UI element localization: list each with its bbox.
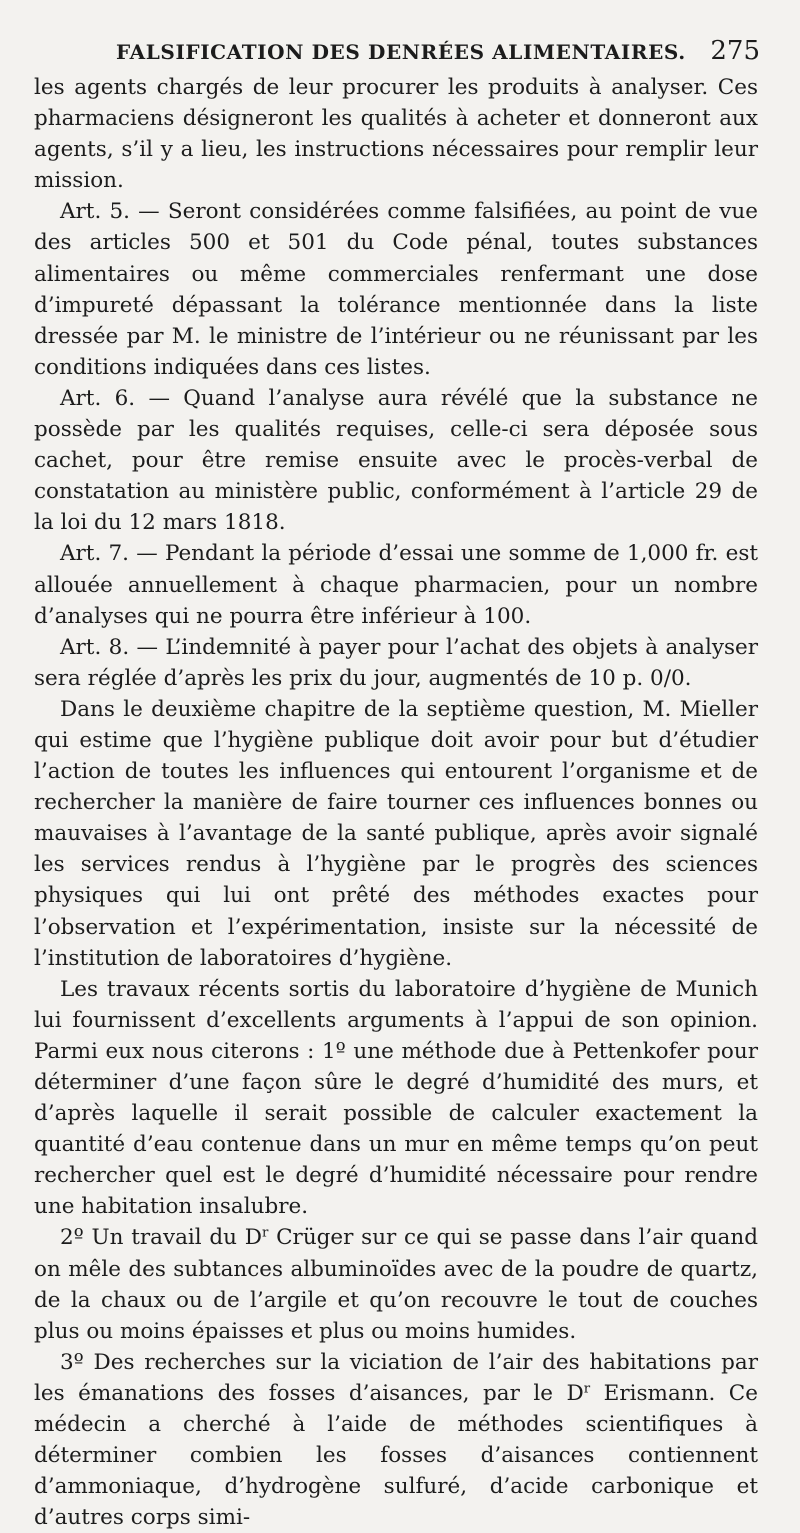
paragraph-item-2: [34, 1222, 758, 1346]
body-text: [34, 72, 758, 1533]
paragraph-article-7: Art. 7. — Pendant la période d’essai une somme de 1,000 fr. est allouée annuellement à chaque pharmacien, pour un nombre d’analyses qui ne pourra être inférieur à 100.: [34, 541, 758, 629]
item-2-rest: Crüger sur ce qui se passe dans l’air quand on mêle des subtances albuminoïdes avec de la poudre de quartz, de la chaux ou de l’argile et qu’on recouvre le tout de couches plus ou moins épaisses et plus ou moins humides.: [34, 1225, 758, 1344]
paragraph-continuation: les agents chargés de leur procurer les produits à analyser. Ces pharmaciens désigneront les qualités à acheter et donneront aux agents, s’il y a lieu, les instructions nécessaires pour remplir leur mission.: [34, 75, 758, 194]
paragraph-article-8: Art. 8. — L’indemnité à payer pour l’achat des objets à analyser sera réglée d’après les prix du jour, augmentés de 10 p. 0/0.: [34, 634, 758, 691]
paragraph-munich-works: Les travaux récents sortis du laboratoire d’hygiène de Munich lui fournissent d’excellents arguments à l’appui de son opinion. Parmi eux nous citerons : 1º une méthode due à Pettenkofer pour déterminer d’une façon sûre le degré d’humidité des murs, et d’après laquelle il serait possible de calculer exactement la quantité d’eau contenue dans un mur en même temps qu’on peut rechercher quel est le degré d’humidité nécessaire pour rendre une habitation insalubre.: [34, 976, 758, 1220]
running-title: FALSIFICATION DES DENRÉES ALIMENTAIRES.: [116, 40, 686, 64]
running-header: [34, 28, 758, 72]
item-2-superscript: r: [261, 1226, 269, 1242]
item-2-lead: 2º Un travail du D: [60, 1225, 262, 1251]
item-3-superscript: r: [583, 1381, 591, 1397]
paragraph-article-6: Art. 6. — Quand l’analyse aura révélé que la substance ne possède par les qualités requises, celle-ci sera déposée sous cachet, pour être remise ensuite avec le procès-verbal de constatation au ministère public, conformément à l’article 29 de la loi du 12 mars 1818.: [34, 385, 758, 536]
paragraph-mieller: Dans le deuxième chapitre de la septième question, M. Mieller qui estime que l’hygiène publique doit avoir pour but d’étudier l’action de toutes les influences qui entourent l’organisme et de rechercher la manière de faire tourner ces influences bonnes ou mauvaises à l’avantage de la santé publique, après avoir signalé les services rendus à l’hygiène par le progrès des sciences physiques qui lui ont prêté des méthodes exactes pour l’observation et l’expérimentation, insiste sur la nécessité de l’institution de laboratoires d’hygiène.: [34, 696, 758, 971]
paragraph-article-5: Art. 5. — Seront considérées comme falsifiées, au point de vue des articles 500 et 501 du Code pénal, toutes substances alimentaires ou même commerciales renfermant une dose d’impureté dépassant la tolérance mentionnée dans la liste dressée par M. le ministre de l’intérieur ou ne réunissant par les conditions indiquées dans ces listes.: [34, 199, 758, 380]
item-3-rest: Erismann. Ce médecin a cherché à l’aide de méthodes scientifiques à déterminer combien les fosses d’aisances contiennent d’ammoniaque, d’hydrogène sulfuré, d’acide carbonique et d’autres corps simi-: [34, 1380, 758, 1531]
paragraph-item-3: [34, 1347, 758, 1533]
item-3-lead: 3º Des recherches sur la viciation de l’air des habitations par les émanations des fosses d’aisances, par le D: [34, 1349, 758, 1406]
page-number: 275: [710, 36, 760, 66]
